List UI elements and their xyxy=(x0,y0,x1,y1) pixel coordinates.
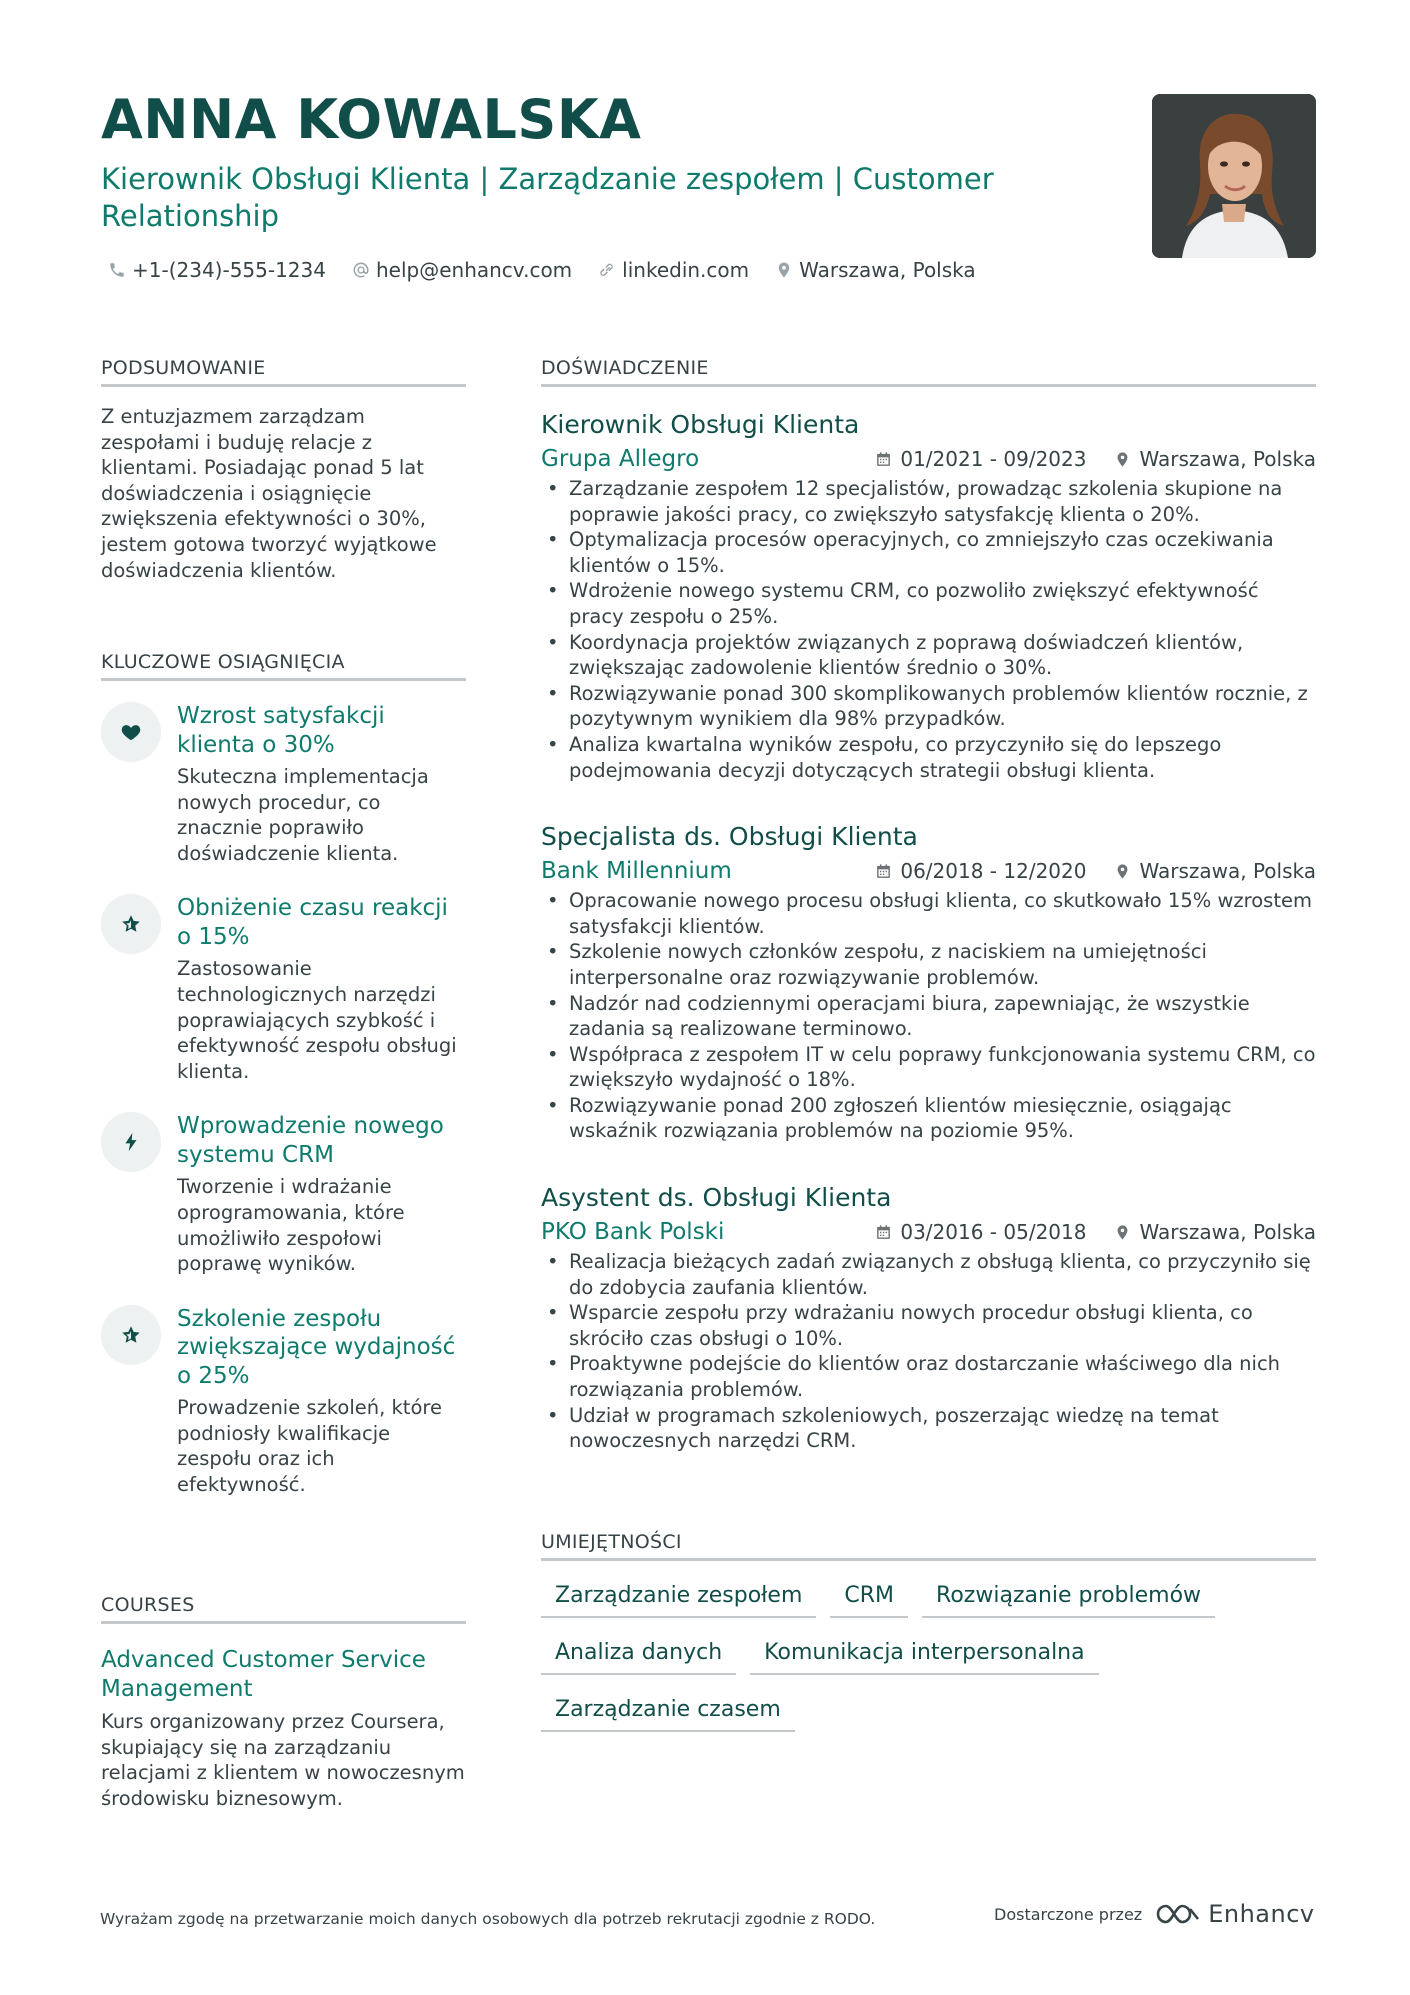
job-bullet: • Proaktywne podejście do klientów oraz dostarczanie właściwego dla nich rozwiązania problemów. xyxy=(541,1351,1316,1402)
calendar-icon xyxy=(875,1224,892,1241)
courses-section xyxy=(101,1594,466,1811)
achievements-section xyxy=(101,651,466,1498)
skill-tag: Analiza danych xyxy=(541,1640,736,1675)
course-title: Advanced Customer Service Management xyxy=(101,1647,426,1702)
job-bullet: • Szkolenie nowych członków zespołu, z naciskiem na umiejętności interpersonalne oraz rozwiązywanie problemów. xyxy=(541,939,1316,990)
job-entry xyxy=(541,821,1316,1144)
job-bullet: • Opracowanie nowego procesu obsługi klienta, co skutkowało 15% wzrostem satysfakcji klientów. xyxy=(541,888,1316,939)
job-bullet: • Optymalizacja procesów operacyjnych, co zmniejszyło czas oczekiwania klientów o 15%. xyxy=(541,527,1316,578)
achievement-desc: Tworzenie i wdrażanie oprogramowania, które umożliwiło zespołowi poprawę wyników. xyxy=(177,1175,405,1276)
map-pin-icon xyxy=(775,261,793,279)
job-bullet: • Udział w programach szkoleniowych, poszerzając wiedzę na temat nowoczesnych narzędzi CRM. xyxy=(541,1403,1316,1454)
achievement-desc: Skuteczna implementacja nowych procedur, co znacznie poprawiło doświadczenie klienta. xyxy=(177,765,429,865)
job-location: Warszawa, Polska xyxy=(1139,1220,1316,1245)
powered-by[interactable] xyxy=(994,1900,1315,1928)
job-dates: 03/2016 - 05/2018 xyxy=(900,1220,1087,1245)
skill-tag: Rozwiązanie problemów xyxy=(922,1583,1215,1618)
skills-heading: UMIEJĘTNOŚCI xyxy=(541,1531,1316,1561)
candidate-name: ANNA KOWALSKA xyxy=(101,88,642,151)
star-icon xyxy=(101,1305,161,1365)
calendar-icon xyxy=(875,451,892,468)
skill-tag: CRM xyxy=(830,1583,908,1618)
job-bullet: • Realizacja bieżących zadań związanych z obsługą klienta, co przyczyniło się do zdobycia zaufania klientów. xyxy=(541,1249,1316,1300)
achievement-title: Obniżenie czasu reakcji o 15% xyxy=(177,895,448,950)
job-bullets xyxy=(541,1249,1316,1454)
achievement-title: Szkolenie zespołu zwiększające wydajność o 25% xyxy=(177,1305,456,1389)
experience-section xyxy=(541,357,1316,1454)
job-bullets xyxy=(541,476,1316,783)
achievement-title: Wzrost satysfakcji klienta o 30% xyxy=(177,703,385,758)
candidate-headline: Kierownik Obsługi Klienta | Zarządzanie zespołem | Customer Relationship xyxy=(101,162,994,233)
summary-section xyxy=(101,357,466,583)
skills-list xyxy=(541,1583,1316,1754)
company-name: Grupa Allegro xyxy=(541,446,700,472)
powered-by-label: Dostarczone przez xyxy=(994,1904,1143,1924)
map-pin-icon xyxy=(1114,863,1131,880)
job-title: Kierownik Obsługi Klienta xyxy=(541,410,860,439)
job-bullet: • Rozwiązywanie ponad 200 zgłoszeń klientów miesięcznie, osiągając wskaźnik rozwiązania problemów na poziomie 95%. xyxy=(541,1093,1316,1144)
job-location: Warszawa, Polska xyxy=(1139,447,1316,471)
job-location: Warszawa, Polska xyxy=(1139,859,1316,884)
contact-email-text: help@enhancv.com xyxy=(375,258,573,282)
achievement-item xyxy=(101,1305,466,1498)
achievement-desc: Zastosowanie technologicznych narzędzi poprawiających szybkość i efektywność zespołu obsługi klienta. xyxy=(177,957,457,1083)
job-bullet: • Wsparcie zespołu przy wdrażaniu nowych procedur obsługi klienta, co skróciło czas obsługi o 10%. xyxy=(541,1300,1316,1351)
contact-phone[interactable] xyxy=(108,258,326,282)
achievement-title: Wprowadzenie nowego systemu CRM xyxy=(177,1113,444,1168)
job-bullet: • Koordynacja projektów związanych z poprawą doświadczeń klientów, zwiększając zadowolenie klientów średnio o 30%. xyxy=(541,630,1316,681)
summary-text: Z entuzjazmem zarządzam zespołami i buduję relacje z klientami. Posiadając ponad 5 lat doświadczenia i osiągnięcie zwiększenia efektywności o 30%, jestem gotowa tworzyć wyjątkowe doświadczenia klientów. xyxy=(101,405,437,582)
company-name: Bank Millennium xyxy=(541,858,732,885)
contact-email[interactable] xyxy=(352,258,572,282)
skill-tag: Komunikacja interpersonalna xyxy=(750,1640,1098,1675)
calendar-icon xyxy=(875,863,892,880)
job-bullet: • Analiza kwartalna wyników zespołu, co przyczyniło się do lepszego podejmowania decyzji dotyczących strategii obsługi klienta. xyxy=(541,732,1316,783)
job-title: Specjalista ds. Obsługi Klienta xyxy=(541,822,918,852)
phone-icon xyxy=(108,261,126,279)
map-pin-icon xyxy=(1114,1224,1131,1241)
consent-text: Wyrażam zgodę na przetwarzanie moich danych osobowych dla potrzeb rekrutacji zgodnie z RODO. xyxy=(100,1910,876,1928)
contact-location-text: Warszawa, Polska xyxy=(799,258,976,282)
achievements-heading: KLUCZOWE OSIĄGNIĘCIA xyxy=(101,651,466,681)
bolt-icon xyxy=(101,1112,161,1172)
achievement-item xyxy=(101,702,466,866)
job-entry xyxy=(541,409,1316,783)
skill-tag: Zarządzanie czasem xyxy=(541,1697,795,1732)
achievement-desc: Prowadzenie szkoleń, które podniosły kwalifikacje zespołu oraz ich efektywność. xyxy=(177,1396,442,1496)
company-name: PKO Bank Polski xyxy=(541,1219,725,1246)
contact-bar xyxy=(108,258,1002,282)
courses-heading: COURSES xyxy=(101,1594,466,1624)
heart-icon xyxy=(101,702,161,762)
contact-linkedin-text: linkedin.com xyxy=(622,258,750,282)
job-dates: 06/2018 - 12/2020 xyxy=(900,859,1087,884)
job-bullet: • Zarządzanie zespołem 12 specjalistów, prowadząc szkolenia skupione na poprawie jakości pracy, co zwiększyło satysfakcję klienta o 20%. xyxy=(541,476,1316,527)
enhancv-logo-icon xyxy=(1154,1901,1202,1927)
job-bullet: • Wdrożenie nowego systemu CRM, co pozwoliło zwiększyć efektywność pracy zespołu o 25%. xyxy=(541,578,1316,629)
job-bullet: • Współpraca z zespołem IT w celu poprawy funkcjonowania systemu CRM, co zwiększyło wydajność o 18%. xyxy=(541,1042,1316,1093)
course-desc: Kurs organizowany przez Coursera, skupiający się na zarządzaniu relacjami z klientem w nowoczesnym środowisku biznesowym. xyxy=(101,1710,465,1810)
star-icon xyxy=(101,894,161,954)
job-entry xyxy=(541,1182,1316,1454)
achievement-item xyxy=(101,1112,466,1276)
job-bullet: • Nadzór nad codziennymi operacjami biura, zapewniając, że wszystkie zadania są realizowane terminowo. xyxy=(541,991,1316,1042)
skills-section xyxy=(541,1531,1316,1754)
map-pin-icon xyxy=(1114,451,1131,468)
at-icon xyxy=(352,261,370,279)
contact-linkedin[interactable] xyxy=(598,258,749,282)
summary-heading: PODSUMOWANIE xyxy=(101,357,466,387)
job-dates: 01/2021 - 09/2023 xyxy=(900,447,1087,471)
experience-heading: DOŚWIADCZENIE xyxy=(541,357,1316,387)
contact-phone-text: +1-(234)-555-1234 xyxy=(132,258,326,282)
job-bullets xyxy=(541,888,1316,1144)
link-icon xyxy=(598,261,616,279)
brand-name: Enhancv xyxy=(1208,1900,1315,1928)
contact-location xyxy=(775,258,976,282)
job-title: Asystent ds. Obsługi Klienta xyxy=(541,1183,892,1213)
profile-photo xyxy=(1152,94,1316,258)
skill-tag: Zarządzanie zespołem xyxy=(541,1583,816,1618)
job-bullet: • Rozwiązywanie ponad 300 skomplikowanych problemów klientów rocznie, z pozytywnym wynikiem dla 98% przypadków. xyxy=(541,681,1316,732)
achievement-item xyxy=(101,894,466,1084)
